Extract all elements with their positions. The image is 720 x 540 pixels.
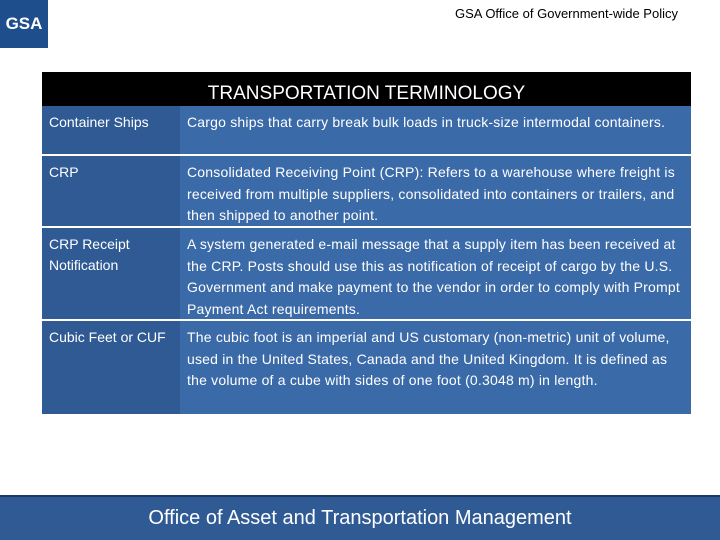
terminology-table (42, 72, 691, 416)
table-row (42, 106, 691, 156)
gsa-logo-text: GSA (5, 14, 43, 33)
term-cell: CRP (42, 156, 180, 226)
definition-cell: Cargo ships that carry break bulk loads in truck-size intermodal containers. (180, 106, 691, 154)
footer-bar (0, 495, 720, 540)
table-row (42, 321, 691, 416)
definition-cell: A system generated e-mail message that a supply item has been received at the CRP. Posts should use this as notification of receipt of cargo by the U.S. Government and make payment to the vendor in order to comply with Prompt Payment Act requirements. (180, 228, 691, 319)
definition-cell: Consolidated Receiving Point (CRP): Refers to a warehouse where freight is received from multiple suppliers, consolidated into containers or trailers, and then shipped to another point. (180, 156, 691, 226)
footer-title: Office of Asset and Transportation Management (148, 507, 572, 529)
term-cell: Container Ships (42, 106, 180, 154)
header-title: GSA Office of Government-wide Policy (454, 6, 678, 21)
term-cell: Cubic Feet or CUF (42, 321, 180, 414)
table-title: TRANSPORTATION TERMINOLOGY (42, 72, 691, 106)
definition-cell: The cubic foot is an imperial and US customary (non-metric) unit of volume, used in the United States, Canada and the United Kingdom. It is defined as the volume of a cube with sides of one foot (0.3048 m) in length. (180, 321, 691, 414)
table-row (42, 156, 691, 228)
gsa-logo (0, 0, 48, 48)
term-cell: CRP Receipt Notification (42, 228, 180, 319)
table-row (42, 228, 691, 321)
